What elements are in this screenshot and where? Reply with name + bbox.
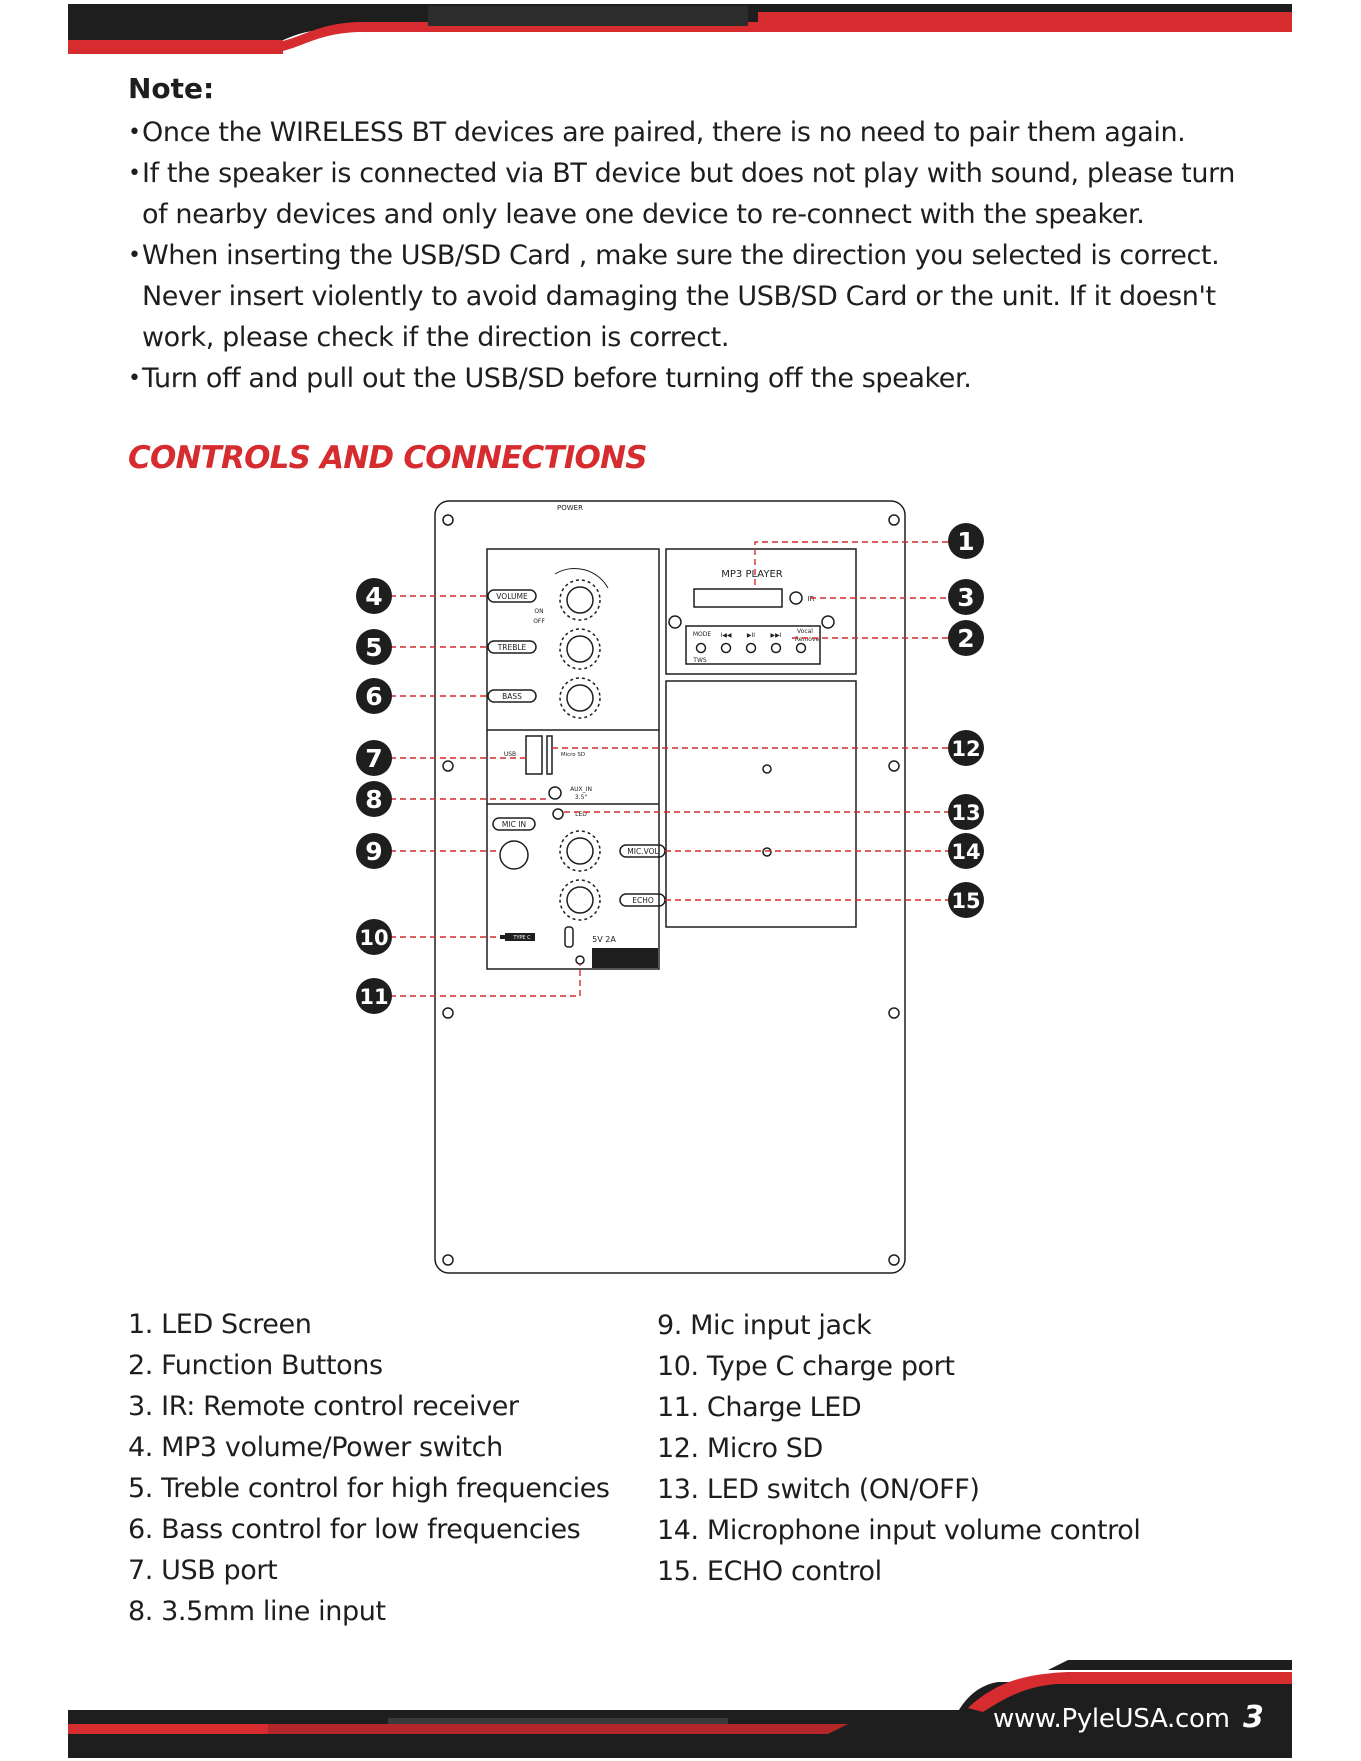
power-label: POWER [557,504,583,512]
legend-item: 1. LED Screen [128,1309,312,1340]
bass-label: BASS [502,692,522,701]
callout-10-label: 10 [359,926,389,950]
callout-7 [356,740,392,776]
note-item: • When inserting the USB/SD Card , make sure the direction you selected is correct. Never insert violently to avoid damaging the USB/SD Card or the unit. If it doesn't work, please check if the direction is correct. [128,235,1258,358]
callout-9-label: 9 [365,837,383,866]
callout-2-label: 2 [957,624,975,653]
mic-in-label: MIC IN [501,820,527,829]
next-label: ▶▶I [770,632,782,639]
legend-item: 8. 3.5mm line input [128,1596,386,1627]
legend-item: 6. Bass control for low frequencies [128,1514,581,1545]
legend-item: 2. Function Buttons [128,1350,383,1381]
mic-vol-label: MIC.VOL [627,847,659,856]
callout-14-label: 14 [951,840,981,864]
legend-item: 10. Type C charge port [657,1351,955,1382]
callout-4-label: 4 [365,582,383,611]
remove-label: Remove [794,636,820,643]
led-label: LED [575,811,587,818]
callout-3-label: 3 [957,583,975,612]
callout-5-label: 5 [365,633,383,662]
type-c-label: TYPE C [513,935,531,941]
callout-14 [948,833,984,869]
echo-label: ECHO [632,896,654,905]
on-label: ON [534,608,544,615]
callout-8 [356,781,392,817]
tws-label: TWS [693,657,707,664]
callout-5 [356,629,392,665]
legend-item: 13. LED switch (ON/OFF) [657,1474,980,1505]
prev-label: I◀◀ [720,632,732,639]
legend-item: 4. MP3 volume/Power switch [128,1432,503,1463]
callout-9 [356,833,392,869]
legend-item: 3. IR: Remote control receiver [128,1391,519,1422]
callout-10 [356,919,392,955]
note-item: • If the speaker is connected via BT device but does not play with sound, please turn of nearby devices and only leave one device to re-connect with the speaker. [128,153,1258,235]
note-item: • Turn off and pull out the USB/SD before turning off the speaker. [128,358,1258,399]
volume-label: VOLUME [496,592,528,601]
mp3-player-label: MP3 PLAYER [721,569,783,580]
page-number: 3 [1243,1700,1264,1735]
callout-2 [948,620,984,656]
legend-left [128,1304,610,1632]
mode-label: MODE [692,631,712,638]
micro-sd-label: Micro SD [560,752,586,758]
callout-12 [948,730,984,766]
callout-3 [948,579,984,615]
callout-1 [948,523,984,559]
legend-item: 12. Micro SD [657,1433,823,1464]
play-pause-label: ▶II [746,632,756,639]
callout-11 [356,978,392,1014]
callout-8-label: 8 [365,785,383,814]
note-item: • Once the WIRELESS BT devices are paired, there is no need to pair them again. [128,112,1258,153]
legend-item: 5. Treble control for high frequencies [128,1473,610,1504]
section-title: CONTROLS AND CONNECTIONS [128,440,647,476]
ir-label: IR [807,595,815,603]
legend-item: 15. ECHO control [657,1556,882,1587]
off-label: OFF [533,618,545,625]
vocal-label: Vocal [797,628,813,635]
callout-1-label: 1 [957,527,975,556]
callout-15 [948,882,984,918]
callout-15-label: 15 [951,889,981,913]
callout-6 [356,678,392,714]
legend-item: 11. Charge LED [657,1392,862,1423]
callout-12-label: 12 [951,737,981,761]
callout-13-label: 13 [951,801,981,825]
callout-6-label: 6 [365,682,383,711]
callout-7-label: 7 [365,744,383,773]
control-panel-diagram [340,496,1000,1282]
callout-4 [356,578,392,614]
legend-right [657,1305,1141,1592]
footer-url[interactable]: www.PyleUSA.com [993,1704,1230,1734]
notes-list [128,112,1258,399]
charge-spec-label: 5V 2A [592,935,616,944]
legend-item: 7. USB port [128,1555,278,1586]
aux-in-label: AUX_IN [570,786,592,793]
legend-item: 9. Mic input jack [657,1310,872,1341]
aux-size-label: 3.5" [574,794,588,801]
note-heading: Note: [128,72,215,105]
legend-item: 14. Microphone input volume control [657,1515,1141,1546]
treble-label: TREBLE [497,643,527,652]
usb-label: USB [503,751,517,758]
callout-11-label: 11 [359,985,389,1009]
top-banner [68,4,1292,56]
callout-13 [948,794,984,830]
